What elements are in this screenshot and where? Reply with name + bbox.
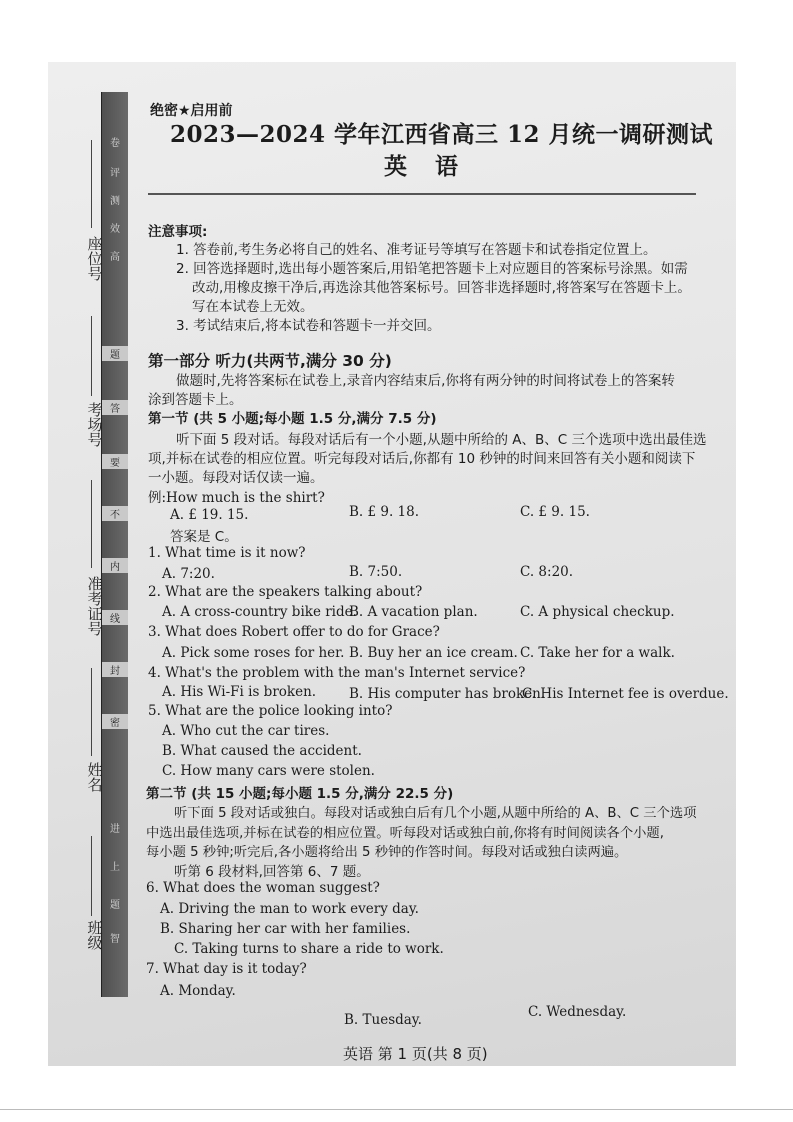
admission-ticket-line[interactable] xyxy=(91,480,92,568)
example-option-c: C. £ 9. 15. xyxy=(520,504,590,520)
part1-intro: 涂到答题卡上。 xyxy=(148,392,243,408)
binding-char: 评 xyxy=(110,168,120,179)
option-c: C. 8:20. xyxy=(520,564,574,580)
notice-item: 3. 考试结束后,将本试卷和答题卡一并交回。 xyxy=(176,318,441,334)
section1-instruction: 一小题。每段对话仅读一遍。 xyxy=(148,470,324,486)
header-divider xyxy=(148,193,696,195)
example-option-a: A. £ 19. 15. xyxy=(170,507,249,523)
option-b: B. Buy her an ice cream. xyxy=(349,645,518,661)
example-answer: 答案是 C。 xyxy=(170,529,238,545)
option-a: A. Monday. xyxy=(160,983,236,999)
binding-char: 要 xyxy=(102,454,128,469)
option-a: A. His Wi-Fi is broken. xyxy=(162,684,317,700)
option-c: C. Wednesday. xyxy=(528,1004,627,1020)
seat-number-line[interactable] xyxy=(91,140,92,228)
material-6-note: 听第 6 段材料,回答第 6、7 题。 xyxy=(174,864,370,880)
notice-heading: 注意事项: xyxy=(148,224,208,240)
option-c: C. A physical checkup. xyxy=(520,604,675,620)
option-c: C. How many cars were stolen. xyxy=(162,763,375,779)
binding-char: 进 xyxy=(110,824,120,835)
notice-item: 1. 答卷前,考生务必将自己的姓名、准考证号等填写在答题卡和试卷指定位置上。 xyxy=(176,242,657,258)
example-option-b: B. £ 9. 18. xyxy=(349,504,420,520)
binding-char: 卷 xyxy=(110,138,120,149)
exam-room-label: 考场号 xyxy=(85,402,104,447)
page-footer: 英语 第 1 页(共 8 页) xyxy=(343,1045,488,1063)
option-a: A. A cross-country bike ride. xyxy=(162,604,357,620)
question-1: 1. What time is it now? xyxy=(148,545,306,561)
seat-number-label: 座位号 xyxy=(85,236,104,281)
option-b: B. A vacation plan. xyxy=(349,604,478,620)
part1-heading: 第一部分 听力(共两节,满分 30 分) xyxy=(148,352,392,370)
question-6: 6. What does the woman suggest? xyxy=(146,880,380,896)
notice-item: 2. 回答选择题时,选出每小题答案后,用铅笔把答题卡上对应题目的答案标号涂黑。如需 xyxy=(176,261,688,277)
section2-heading: 第二节 (共 15 小题;每小题 1.5 分,满分 22.5 分) xyxy=(146,786,454,802)
notice-item: 改动,用橡皮擦干净后,再选涂其他答案标号。回答非选择题时,将答案写在答题卡上。 xyxy=(192,280,691,296)
binding-char: 封 xyxy=(102,662,128,677)
name-label: 姓名 xyxy=(85,762,104,792)
option-b: B. 7:50. xyxy=(349,564,403,580)
section2-instruction: 听下面 5 段对话或独白。每段对话或独白后有几个小题,从题中所给的 A、B、C 三个选项 xyxy=(174,806,697,821)
notice-item: 写在本试卷上无效。 xyxy=(192,299,314,315)
section2-instruction: 每小题 5 秒钟;听完后,各小题将给出 5 秒钟的作答时间。每段对话或独白读两遍。 xyxy=(146,845,628,860)
admission-ticket-label: 准考证号 xyxy=(85,576,104,636)
option-b: B. Tuesday. xyxy=(344,1012,422,1028)
option-c: C. His Internet fee is overdue. xyxy=(522,686,729,702)
exam-title: 2023—2024 学年江西省高三 12 月统一调研测试 xyxy=(170,121,714,148)
binding-char: 线 xyxy=(102,610,128,625)
binding-char: 效 xyxy=(110,224,120,235)
question-3: 3. What does Robert offer to do for Grace? xyxy=(148,624,440,640)
option-a: A. Who cut the car tires. xyxy=(162,723,330,739)
name-line[interactable] xyxy=(91,668,92,756)
binding-char: 题 xyxy=(102,346,128,361)
option-c: C. Take her for a walk. xyxy=(520,645,675,661)
option-a: A. Driving the man to work every day. xyxy=(160,901,419,917)
binding-char: 不 xyxy=(102,506,128,521)
question-4: 4. What's the problem with the man's Internet service? xyxy=(148,665,526,681)
page-bottom-rule xyxy=(0,1109,793,1110)
binding-char: 高 xyxy=(110,252,120,263)
option-b: B. What caused the accident. xyxy=(162,743,362,759)
binding-char: 密 xyxy=(102,714,128,729)
section1-heading: 第一节 (共 5 小题;每小题 1.5 分,满分 7.5 分) xyxy=(148,411,437,427)
class-label: 班级 xyxy=(85,920,104,950)
option-a: A. 7:20. xyxy=(162,566,215,582)
question-5: 5. What are the police looking into? xyxy=(148,703,393,719)
question-2: 2. What are the speakers talking about? xyxy=(148,584,423,600)
binding-char: 题 xyxy=(110,900,120,911)
class-line[interactable] xyxy=(91,836,92,916)
binding-char: 上 xyxy=(110,862,120,873)
option-b: B. His computer has broken. xyxy=(349,686,546,702)
option-b: B. Sharing her car with her families. xyxy=(160,921,411,937)
example-question: 例:How much is the shirt? xyxy=(148,490,325,506)
option-a: A. Pick some roses for her. xyxy=(162,645,345,661)
section1-instruction: 项,并标在试卷的相应位置。听完每段对话后,你都有 10 秒钟的时间来回答有关小题和阅读下 xyxy=(148,451,696,467)
binding-char: 智 xyxy=(110,934,120,945)
binding-strip xyxy=(101,92,128,997)
question-7: 7. What day is it today? xyxy=(146,961,307,977)
binding-char: 内 xyxy=(102,558,128,573)
exam-room-line[interactable] xyxy=(91,316,92,396)
section1-instruction: 听下面 5 段对话。每段对话后有一个小题,从题中所给的 A、B、C 三个选项中选出最佳选 xyxy=(176,432,707,448)
binding-char: 测 xyxy=(110,196,120,207)
section2-instruction: 中选出最佳选项,并标在试卷的相应位置。听每段对话或独白前,你将有时间阅读各个小题, xyxy=(146,826,664,841)
part1-intro: 做题时,先将答案标在试卷上,录音内容结束后,你将有两分钟的时间将试卷上的答案转 xyxy=(176,373,675,389)
confidential-mark: 绝密★启用前 xyxy=(150,103,233,119)
subject-title: 英 语 xyxy=(384,153,469,180)
binding-char: 答 xyxy=(102,400,128,415)
option-c: C. Taking turns to share a ride to work. xyxy=(174,941,444,957)
